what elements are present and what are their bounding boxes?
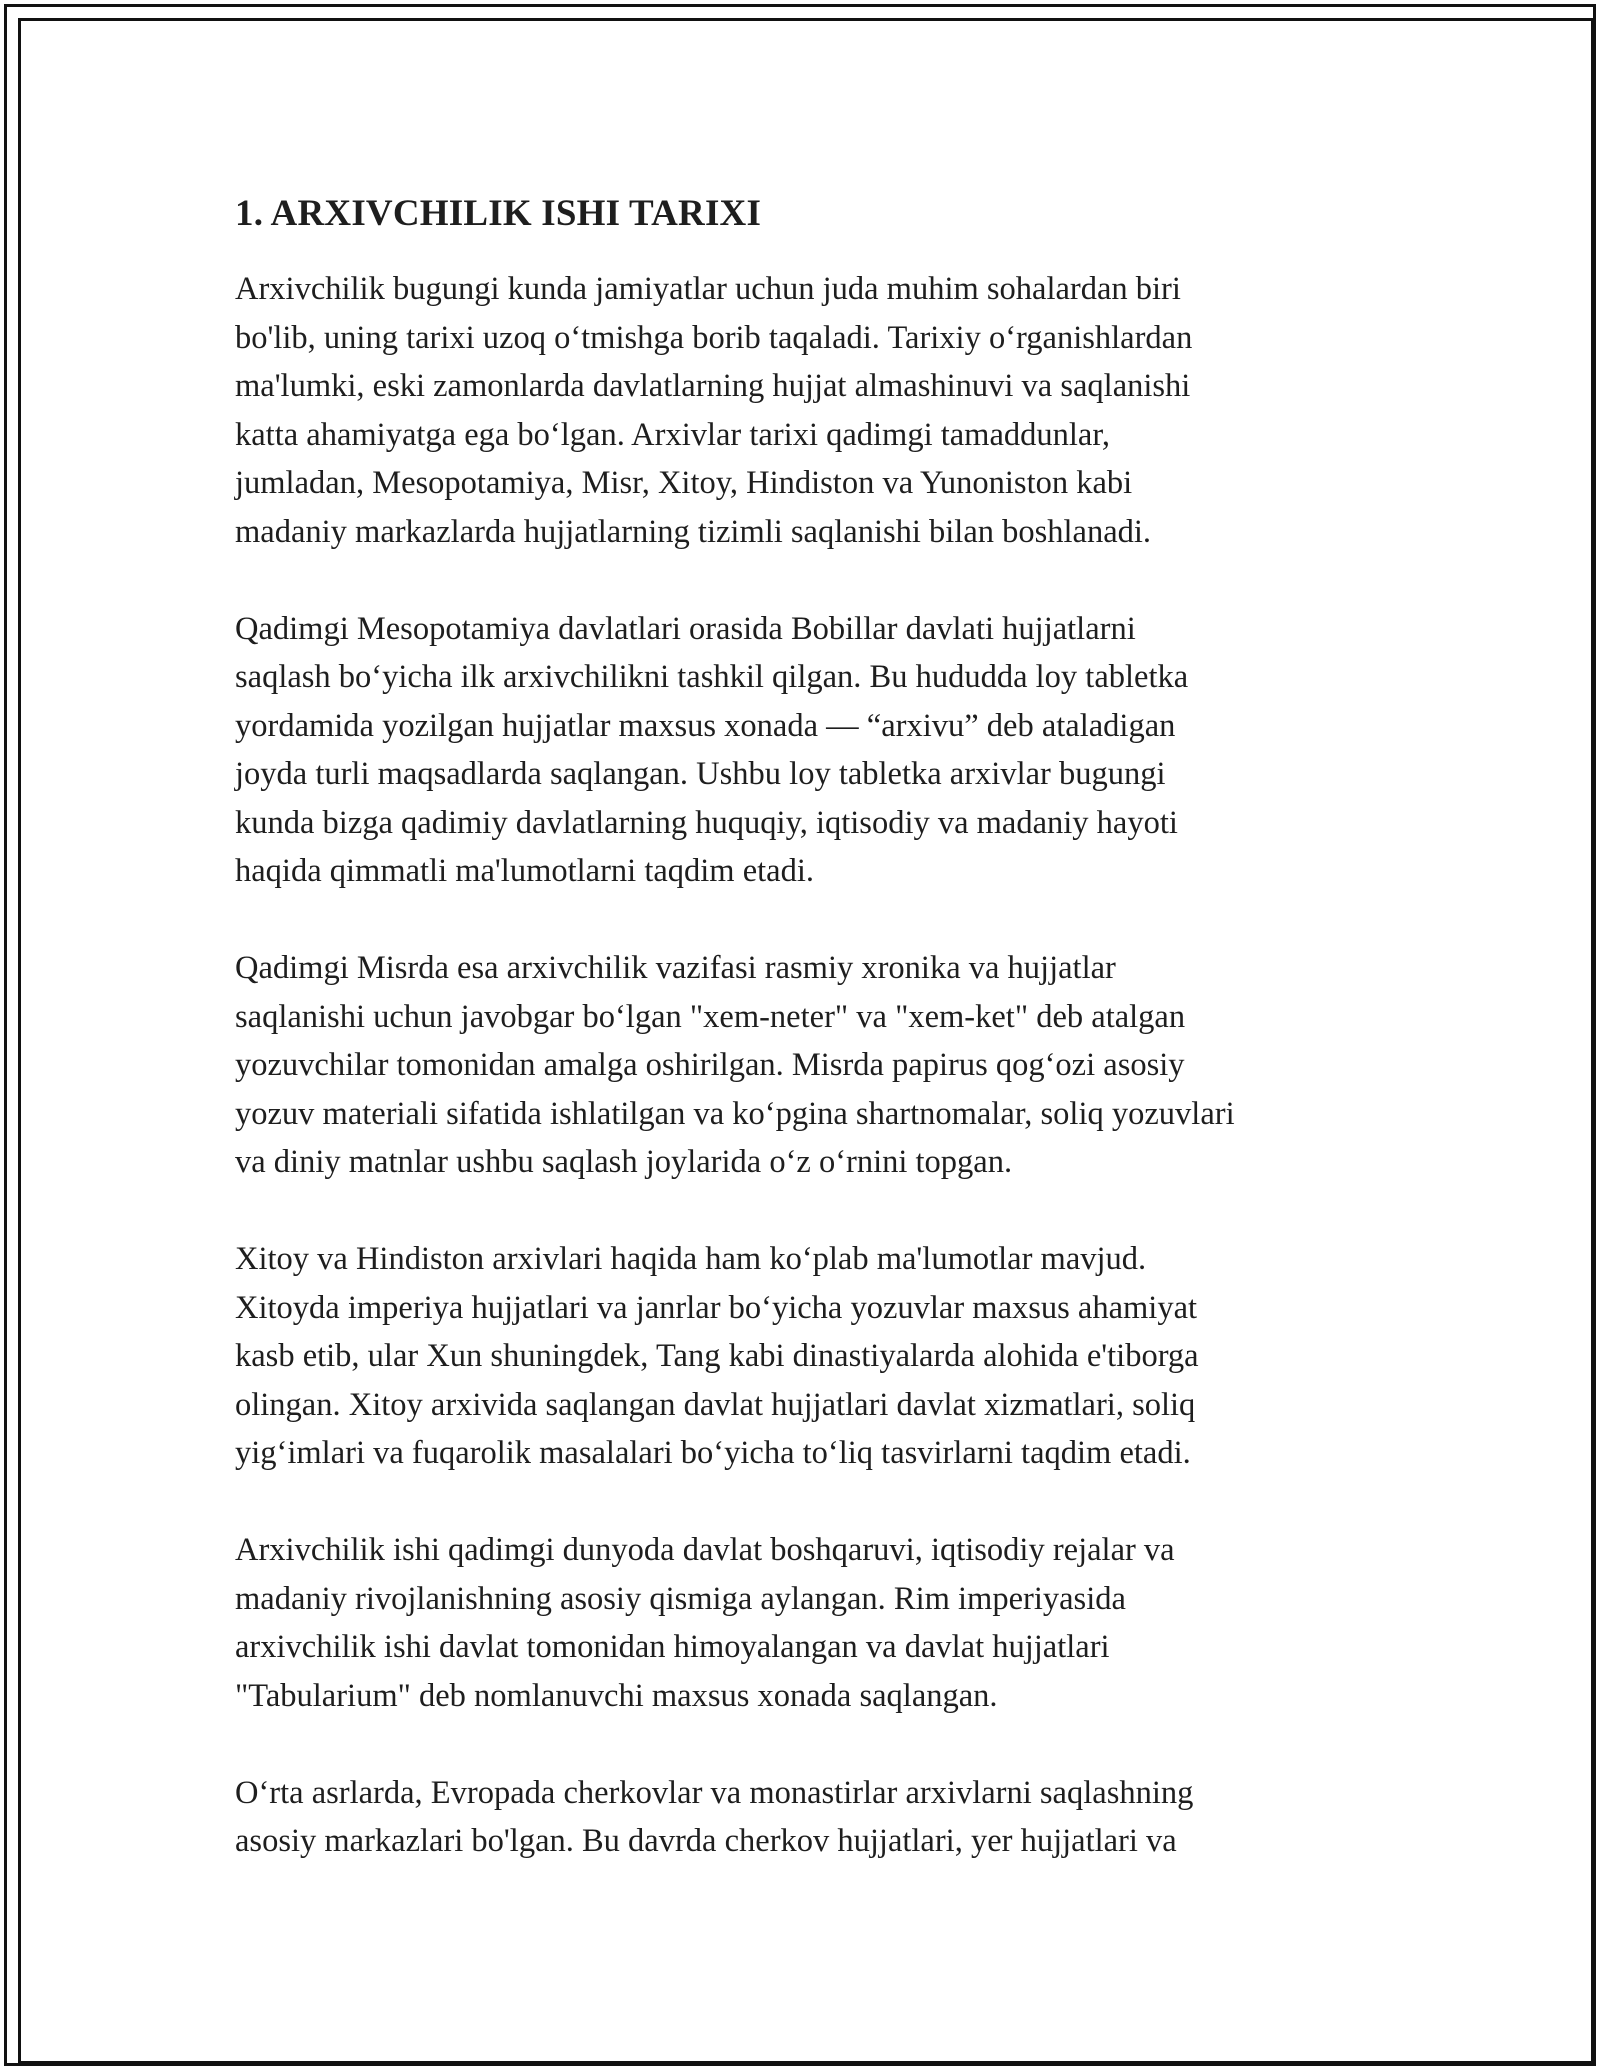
paragraph-line: olingan. Xitoy arxivida saqlangan davlat hujjatlari davlat xizmatlari, soliq bbox=[235, 1386, 1196, 1423]
paragraph-line: haqida qimmatli ma'lumotlarni taqdim etadi. bbox=[235, 853, 814, 889]
paragraph-line: joyda turli maqsadlarda saqlangan. Ushbu loy tabletka arxivlar bugungi bbox=[235, 756, 1166, 792]
document-body bbox=[235, 186, 1385, 1914]
paragraph-line: madaniy rivojlanishning asosiy qismiga aylangan. Rim imperiyasida bbox=[235, 1580, 1126, 1617]
paragraph-line: katta ahamiyatga ega bo‘lgan. Arxivlar tarixi qadimgi tamaddunlar, bbox=[235, 416, 1110, 453]
paragraph-4 bbox=[235, 1235, 1385, 1478]
paragraph-line: Arxivchilik bugungi kunda jamiyatlar uchun juda muhim sohalardan biri bbox=[235, 271, 1181, 307]
paragraph-line: ma'lumki, eski zamonlarda davlatlarning hujjat almashinuvi va saqlanishi bbox=[235, 368, 1191, 404]
paragraph-line: arxivchilik ishi davlat tomonidan himoyalangan va davlat hujjatlari bbox=[235, 1629, 1110, 1665]
paragraph-6 bbox=[235, 1769, 1385, 1866]
paragraph-line: yozuvchilar tomonidan amalga oshirilgan. Misrda papirus qog‘ozi asosiy bbox=[235, 1047, 1185, 1083]
paragraph-5 bbox=[235, 1526, 1385, 1720]
paragraph-2 bbox=[235, 605, 1385, 896]
paragraph-line: saqlanishi uchun javobgar bo‘lgan "xem-neter" va "xem-ket" deb atalgan bbox=[235, 998, 1186, 1035]
paragraph-line: kasb etib, ular Xun shuningdek, Tang kabi dinastiyalarda alohida e'tiborga bbox=[235, 1338, 1199, 1374]
paragraph-line: saqlash bo‘yicha ilk arxivchilikni tashkil qilgan. Bu hududda loy tabletka bbox=[235, 659, 1189, 695]
paragraph-line: yig‘imlari va fuqarolik masalalari bo‘yicha to‘liq tasvirlarni taqdim etadi. bbox=[235, 1435, 1191, 1471]
paragraph-line: madaniy markazlarda hujjatlarning tizimli saqlanishi bilan boshlanadi. bbox=[235, 513, 1152, 550]
paragraph-line: yordamida yozilgan hujjatlar maxsus xonada — “arxivu” deb ataladigan bbox=[235, 707, 1176, 744]
paragraph-line: Xitoy va Hindiston arxivlari haqida ham ko‘plab ma'lumotlar mavjud. bbox=[235, 1241, 1147, 1277]
paragraph-line: Qadimgi Misrda esa arxivchilik vazifasi rasmiy xronika va hujjatlar bbox=[235, 950, 1116, 986]
paragraph-line: va diniy matnlar ushbu saqlash joylarida o‘z o‘rnini topgan. bbox=[235, 1144, 1013, 1180]
paragraph-line: "Tabularium" deb nomlanuvchi maxsus xonada saqlangan. bbox=[235, 1677, 998, 1714]
paragraph-3 bbox=[235, 944, 1385, 1187]
document-title: 1. ARXIVCHILIK ISHI TARIXI bbox=[235, 193, 762, 234]
paragraph-1 bbox=[235, 265, 1385, 556]
paragraph-line: asosiy markazlari bo'lgan. Bu davrda cherkov hujjatlari, yer hujjatlari va bbox=[235, 1823, 1177, 1859]
paragraph-line: O‘rta asrlarda, Evropada cherkovlar va monastirlar arxivlarni saqlashning bbox=[235, 1774, 1194, 1811]
paragraph-line: bo'lib, uning tarixi uzoq o‘tmishga borib taqaladi. Tarixiy o‘rganishlardan bbox=[235, 319, 1193, 356]
paragraph-line: Qadimgi Mesopotamiya davlatlari orasida Bobillar davlati hujjatlarni bbox=[235, 610, 1136, 647]
paragraph-line: Arxivchilik ishi qadimgi dunyoda davlat boshqaruvi, iqtisodiy rejalar va bbox=[235, 1532, 1175, 1568]
paragraph-line: yozuv materiali sifatida ishlatilgan va ko‘pgina shartnomalar, soliq yozuvlari bbox=[235, 1095, 1235, 1132]
paragraph-line: Xitoyda imperiya hujjatlari va janrlar bo‘yicha yozuvlar maxsus ahamiyat bbox=[235, 1289, 1198, 1326]
paragraph-line: kunda bizga qadimiy davlatlarning huquqiy, iqtisodiy va madaniy hayoti bbox=[235, 804, 1178, 841]
paragraph-line: jumladan, Mesopotamiya, Misr, Xitoy, Hindiston va Yunoniston kabi bbox=[235, 465, 1133, 501]
